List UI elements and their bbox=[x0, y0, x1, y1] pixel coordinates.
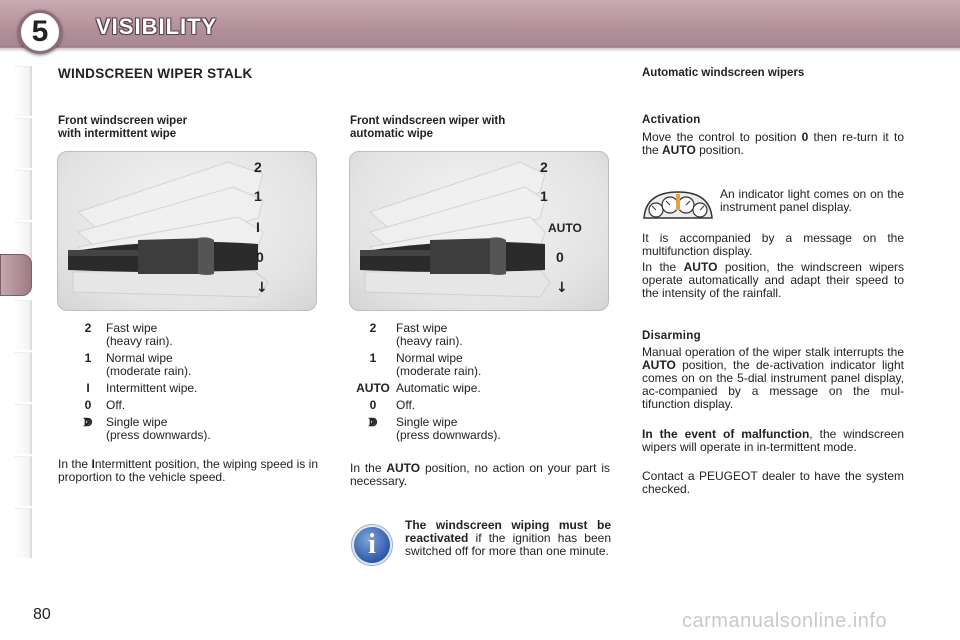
legend-row bbox=[350, 399, 610, 412]
intermittent-note bbox=[58, 458, 318, 484]
automatic-note bbox=[350, 462, 610, 488]
text-bold: AUTO bbox=[386, 461, 421, 475]
legend-row bbox=[70, 352, 320, 378]
figure-label: 0 bbox=[256, 249, 264, 265]
single-wipe-icon: ↇ bbox=[368, 415, 378, 429]
text-span: position, the windscreen wipers operate automatically and adapt their speed to the intensity of the rainfall. bbox=[642, 260, 905, 300]
heading-line: with intermittent wipe bbox=[58, 128, 177, 140]
chapter-tab[interactable] bbox=[14, 352, 32, 402]
legend-row bbox=[70, 322, 320, 348]
text-span: Move the control to position bbox=[642, 130, 802, 144]
automatic-stalk-figure bbox=[349, 151, 609, 311]
text-span: position, no action on your part is necessary. bbox=[350, 461, 611, 488]
indicator-text: An indicator light comes on on the instrument panel display. bbox=[720, 187, 904, 214]
legend-text: Automatic wipe. bbox=[396, 381, 481, 395]
legend-line: Normal wipe bbox=[396, 351, 463, 365]
activation-heading: Activation bbox=[642, 114, 701, 126]
single-wipe-icon: ↇ bbox=[83, 415, 93, 429]
text-span: ntermittent position, the wiping speed is in proportion to the vehicle speed. bbox=[58, 457, 318, 484]
legend-text bbox=[396, 352, 610, 378]
chapter-tab-active[interactable] bbox=[0, 254, 32, 296]
right-section-title: Automatic windscreen wipers bbox=[642, 67, 805, 79]
legend-row bbox=[350, 416, 610, 442]
figure-label: ↓ bbox=[256, 280, 268, 296]
legend-line: (moderate rain). bbox=[396, 364, 482, 378]
info-icon: i bbox=[352, 525, 392, 565]
chapter-tab[interactable] bbox=[14, 300, 32, 350]
disarming-text bbox=[642, 346, 904, 411]
text-bold: The windscreen wiping must be reactivated bbox=[405, 518, 611, 545]
legend-line: (press downwards). bbox=[106, 428, 211, 442]
malfunction-text bbox=[642, 428, 904, 454]
legend-text: Off. bbox=[396, 398, 416, 412]
stalk-illustration bbox=[350, 152, 609, 311]
chapter-tab[interactable] bbox=[14, 118, 32, 168]
figure-label: 1 bbox=[540, 188, 548, 204]
text-bold: In the event of malfunction bbox=[642, 427, 810, 441]
legend-row bbox=[70, 416, 320, 442]
legend-text: Intermittent wipe. bbox=[106, 381, 198, 395]
legend-key: I bbox=[86, 381, 90, 395]
text-span: if the ignition has been switched off for more than one minute. bbox=[405, 531, 611, 558]
legend-text bbox=[396, 322, 610, 348]
legend-key: 2 bbox=[84, 321, 92, 335]
chapter-tab[interactable] bbox=[14, 170, 32, 220]
text-bold: I bbox=[91, 457, 95, 471]
legend-key: AUTO bbox=[356, 381, 390, 395]
instrument-panel-icon bbox=[642, 188, 714, 222]
chapter-tab[interactable] bbox=[14, 508, 32, 558]
text-span: In the bbox=[642, 260, 684, 274]
text-span: position, the de-activation indicator light comes on on the 5-dial instrument panel display, ac-companied by a message on the mul-tifunction display. bbox=[642, 358, 904, 411]
legend-row bbox=[350, 352, 610, 378]
text-span: , the windscreen wipers will operate in in-termittent mode. bbox=[642, 427, 904, 454]
legend-row bbox=[350, 382, 610, 395]
text-span: position. bbox=[695, 143, 744, 157]
legend-line: Single wipe bbox=[106, 415, 168, 429]
text-bold: 0 bbox=[801, 130, 809, 144]
legend-text: Off. bbox=[106, 398, 126, 412]
contact-text: Contact a PEUGEOT dealer to have the system checked. bbox=[642, 469, 904, 496]
text-bold: AUTO bbox=[642, 358, 676, 372]
watermark: carmanualsonline.info bbox=[682, 610, 888, 632]
legend-line: (moderate rain). bbox=[106, 364, 192, 378]
figure-label: I bbox=[256, 219, 260, 235]
section-title: VISIBILITY bbox=[96, 14, 218, 39]
automatic-legend bbox=[350, 322, 610, 446]
activation-text bbox=[642, 131, 904, 157]
heading-line: Front windscreen wiper bbox=[58, 115, 188, 127]
intermittent-legend bbox=[70, 322, 320, 446]
accompanied-text: It is accompanied by a message on the multifunction display. bbox=[642, 231, 904, 258]
figure-label: 1 bbox=[254, 188, 262, 204]
chapter-number-badge: 5 bbox=[18, 10, 62, 54]
legend-line: Normal wipe bbox=[106, 351, 173, 365]
intermittent-stalk-figure bbox=[57, 151, 317, 311]
page-number: 80 bbox=[33, 606, 51, 623]
heading-line: Front windscreen wiper with bbox=[350, 115, 506, 127]
text-bold: AUTO bbox=[683, 260, 718, 274]
chapter-tabs bbox=[0, 66, 34, 576]
text-span: Manual operation of the wiper stalk interrupts the bbox=[642, 345, 904, 359]
legend-key: 2 bbox=[369, 321, 377, 335]
figure-label: 0 bbox=[556, 249, 564, 265]
header-shadow bbox=[0, 46, 960, 52]
legend-line: Fast wipe bbox=[106, 321, 158, 335]
text-span: In the bbox=[58, 457, 92, 471]
figure-label: 2 bbox=[540, 159, 548, 175]
figure-label: 2 bbox=[254, 159, 262, 175]
legend-line: (press downwards). bbox=[396, 428, 501, 442]
legend-row bbox=[350, 322, 610, 348]
legend-text bbox=[106, 416, 320, 442]
legend-row bbox=[70, 382, 320, 395]
legend-key: 0 bbox=[84, 398, 92, 412]
text-bold: AUTO bbox=[662, 143, 696, 157]
figure-label: AUTO bbox=[548, 221, 582, 235]
intermittent-heading bbox=[58, 115, 187, 141]
stalk-illustration bbox=[58, 152, 317, 311]
page-title: WINDSCREEN WIPER STALK bbox=[58, 66, 253, 81]
reactivation-note bbox=[405, 519, 611, 558]
disarming-heading: Disarming bbox=[642, 330, 701, 342]
chapter-tab[interactable] bbox=[14, 456, 32, 506]
legend-text bbox=[106, 322, 320, 348]
legend-key: 0 bbox=[369, 398, 377, 412]
legend-row bbox=[70, 399, 320, 412]
legend-key: 1 bbox=[84, 351, 92, 365]
legend-line: (heavy rain). bbox=[106, 334, 173, 348]
automatic-heading bbox=[350, 115, 505, 141]
legend-text bbox=[106, 352, 320, 378]
legend-key: 1 bbox=[369, 351, 377, 365]
auto-position-text bbox=[642, 261, 904, 300]
chapter-tab[interactable] bbox=[14, 66, 32, 116]
figure-label: ↓ bbox=[556, 280, 568, 296]
legend-line: Single wipe bbox=[396, 415, 458, 429]
legend-text bbox=[396, 416, 610, 442]
text-span: then re-turn it to the bbox=[642, 130, 904, 157]
legend-line: (heavy rain). bbox=[396, 334, 463, 348]
chapter-tab[interactable] bbox=[14, 404, 32, 454]
heading-line: automatic wipe bbox=[350, 128, 434, 140]
legend-line: Fast wipe bbox=[396, 321, 448, 335]
text-span: In the bbox=[350, 461, 387, 475]
